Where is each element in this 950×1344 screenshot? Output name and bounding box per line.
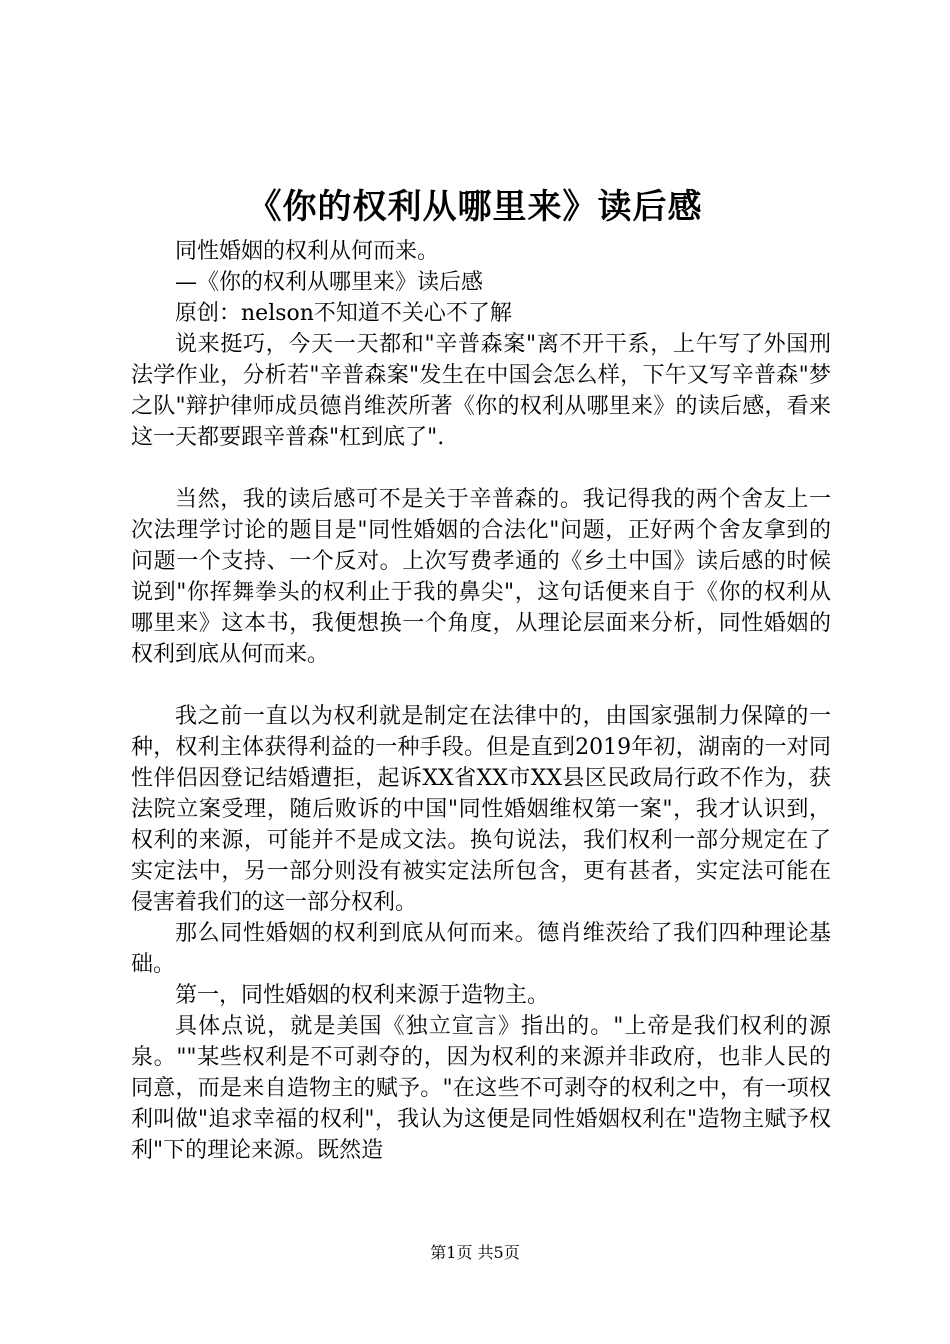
paragraph-spacer [131,670,831,701]
paragraph: 同性婚姻的权利从何而来。 [175,239,440,264]
paragraph: 那么同性婚姻的权利到底从何而来。德肖维茨给了我们四种理论基础。 [131,921,831,977]
paragraph: 当然，我的读后感可不是关于辛普森的。我记得我的两个舍友上一次法理学讨论的题目是"同性婚姻的合法化"问题，正好两个舍友拿到的问题一个支持、一个反对。上次写费孝通的《乡土中国》读后感的时候说到"你挥舞拳头的权利止于我的鼻尖"，这句话便来自于《你的权利从哪里来》这本书，我便想换一个角度，从理论层面来分析，同性婚姻的权利到底从何而来。 [131,487,831,667]
paragraph: —《你的权利从哪里来》读后感 [175,270,484,295]
paragraph: 具体点说，就是美国《独立宣言》指出的。"上帝是我们权利的源泉。""某些权利是不可剥夺的，因为权利的来源并非政府，也非人民的同意，而是来自造物主的赋予。"在这些不可剥夺的权利之中，有一项权利叫做"追求幸福的权利"，我认为这便是同性婚姻权利在"造物主赋予权利"下的理论来源。既然造 [131,1014,831,1163]
document-title: 《你的权利从哪里来》读后感 [247,187,703,227]
document-body [131,236,831,1166]
paragraph: 原创：nelson不知道不关心不了解 [175,301,512,326]
paragraph: 第一，同性婚姻的权利来源于造物主。 [175,983,550,1008]
paragraph: 说来挺巧，今天一天都和"辛普森案"离不开干系，上午写了外国刑法学作业，分析若"辛普森案"发生在中国会怎么样，下午又写辛普森"梦之队"辩护律师成员德肖维茨所著《你的权利从哪里来》的读后感，看来这一天都要跟辛普森"杠到底了". [131,332,831,450]
paragraph-spacer [131,453,831,484]
paragraph: 我之前一直以为权利就是制定在法律中的，由国家强制力保障的一种，权利主体获得利益的一种手段。但是直到2019年初，湖南的一对同性伴侣因登记结婚遭拒，起诉XX省XX市XX县区民政局行政不作为，获法院立案受理，随后败诉的中国"同性婚姻维权第一案"，我才认识到，权利的来源，可能并不是成文法。换句说法，我们权利一部分规定在了实定法中，另一部分则没有被实定法所包含，更有甚者，实定法可能在侵害着我们的这一部分权利。 [131,704,831,915]
page-number-footer: 第1页 共5页 [430,1243,520,1262]
